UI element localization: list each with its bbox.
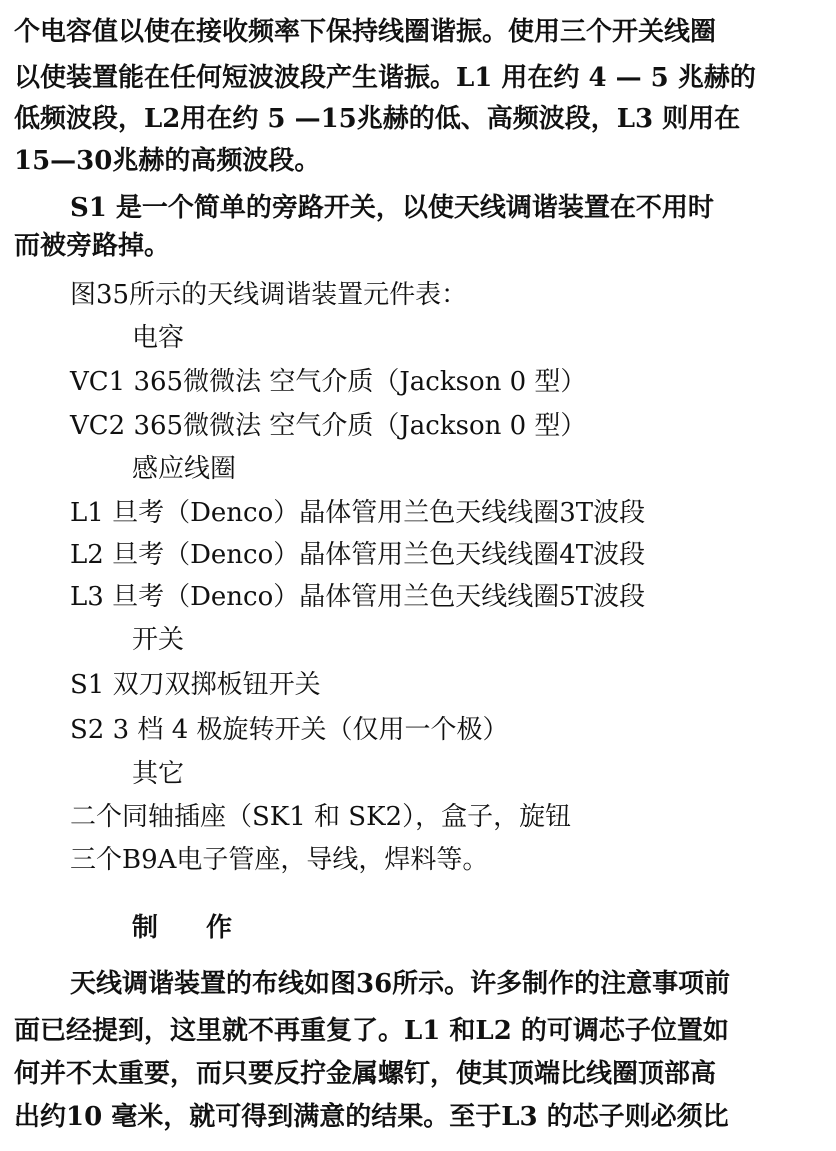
inductor-item-l2: L2 旦考（Denco）晶体管用兰色天线线圈4T波段 — [70, 540, 646, 570]
switch-item-s1: S1 双刀双掷板钮开关 — [70, 670, 321, 700]
capacitor-item-vc2: VC2 365微微法 空气介质（Jackson 0 型） — [70, 411, 587, 441]
other-item-1: 二个同轴插座（SK1 和 SK2），盒子，旋钮 — [70, 802, 572, 832]
other-item-2: 三个B9A电子管座，导线，焊料等。 — [70, 845, 489, 875]
paragraph-3-line-3: 何并不太重要，而只要反拧金属螺钉，使其顶端比线圈顶部高 — [14, 1059, 717, 1089]
component-list-intro: 图35所示的天线调谐装置元件表： — [70, 280, 468, 310]
paragraph-1-line-4: 15—30兆赫的高频波段。 — [14, 146, 321, 176]
other-heading: 其它 — [132, 759, 185, 789]
paragraph-3-line-1: 天线调谐装置的布线如图36所示。许多制作的注意事项前 — [70, 969, 731, 999]
paragraph-3-line-4: 出约10 毫米，就可得到满意的结果。至于L3 的芯子则必须比 — [14, 1102, 729, 1132]
paragraph-3-line-2: 面已经提到，这里就不再重复了。L1 和L2 的可调芯子位置如 — [14, 1016, 729, 1046]
paragraph-2-line-2: 而被旁路掉。 — [14, 231, 171, 261]
capacitor-heading: 电容 — [132, 323, 185, 353]
section-heading: 制作 — [132, 913, 281, 943]
paragraph-1-line-2: 以使装置能在任何短波波段产生谐振。L1 用在约 4 — 5 兆赫的 — [14, 63, 756, 93]
paragraph-2-line-1: S1 是一个简单的旁路开关，以使天线调谐装置在不用时 — [70, 193, 714, 223]
paragraph-1-line-3: 低频波段，L2用在约 5 —15兆赫的低、高频波段，L3 则用在 — [14, 104, 741, 134]
switch-item-s2: S2 3 档 4 极旋转开关（仅用一个极） — [70, 715, 509, 745]
capacitor-item-vc1: VC1 365微微法 空气介质（Jackson 0 型） — [70, 367, 587, 397]
paragraph-1-line-1: 个电容值以使在接收频率下保持线圈谐振。使用三个开关线圈 — [14, 17, 717, 47]
switch-heading: 开关 — [132, 625, 185, 655]
inductor-item-l1: L1 旦考（Denco）晶体管用兰色天线线圈3T波段 — [70, 498, 646, 528]
inductor-item-l3: L3 旦考（Denco）晶体管用兰色天线线圈5T波段 — [70, 582, 646, 612]
inductor-heading: 感应线圈 — [132, 454, 237, 484]
